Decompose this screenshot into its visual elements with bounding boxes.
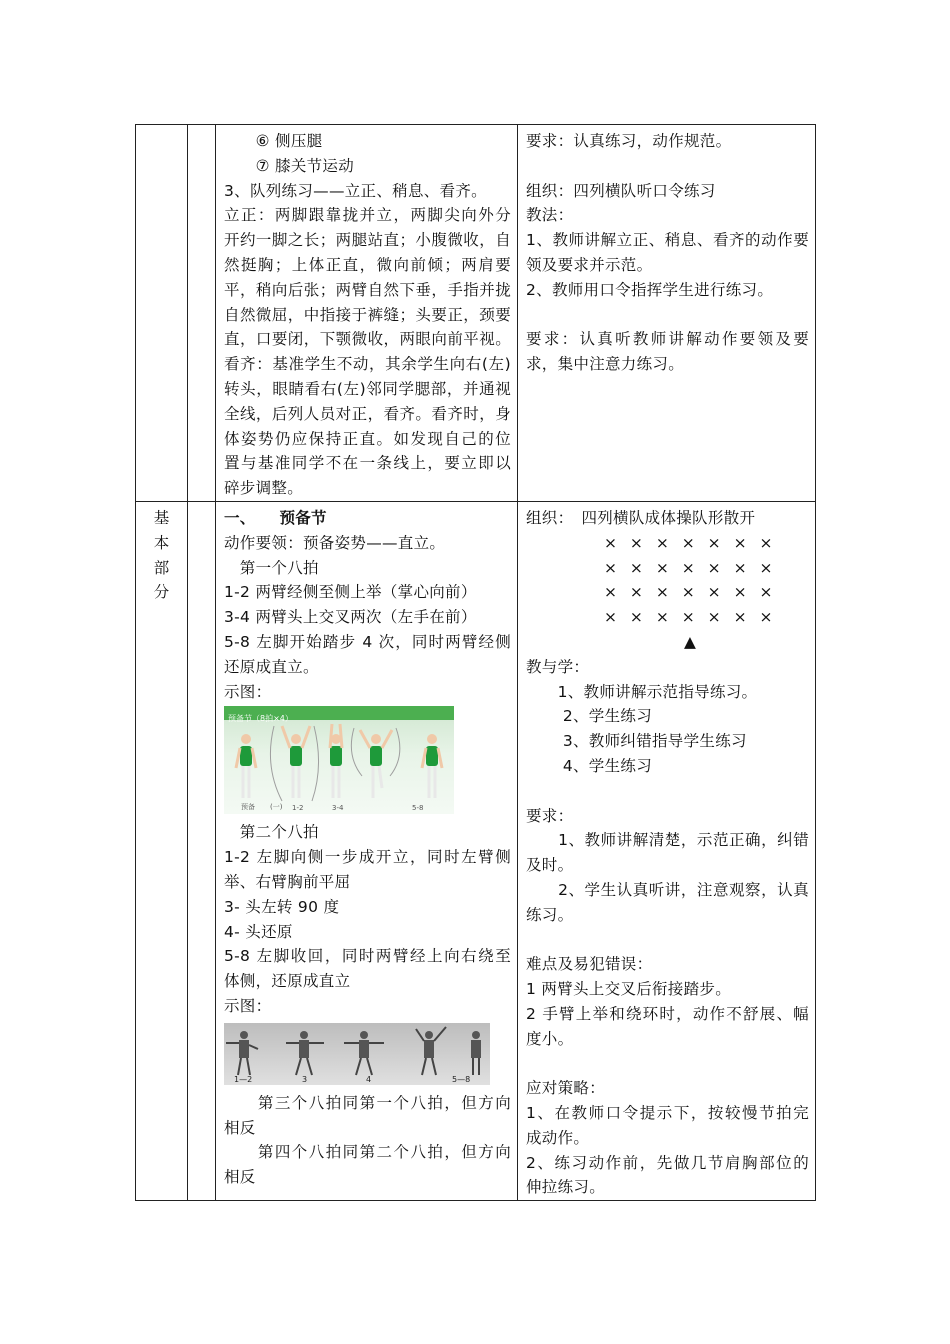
org-line: 2、学生练习 <box>526 707 652 726</box>
time-cell-empty <box>188 501 216 1200</box>
section-label-char: 部 <box>153 558 170 577</box>
content-line: 自然微屈，中指接于裤缝；头要正，颈要 <box>224 305 511 324</box>
content-line: 第一个八拍 <box>224 558 319 577</box>
content-line: 第二个八拍 <box>224 823 319 842</box>
photo-label: 5—8 <box>452 1074 471 1084</box>
content-line: 3-4 两臂头上交叉两次（左手在前） <box>224 608 477 627</box>
content-line: 相反 <box>224 1118 256 1137</box>
photo-label: 预备 <box>241 803 255 812</box>
org-line: 1、教师讲解立正、稍息、看齐的动作要 <box>526 231 809 250</box>
org-line: 1、在教师口令提示下，按较慢节拍完 <box>526 1104 809 1123</box>
formation-row: × × × × × × × <box>526 608 777 627</box>
content-cell <box>216 125 518 502</box>
org-line: 要求： <box>526 806 574 825</box>
content-line: 5-8 左脚开始踏步 4 次，同时两臂经侧 <box>224 632 511 651</box>
content-line: 第三个八拍同第一个八拍，但方向 <box>224 1093 511 1112</box>
exercise-photo-second-eight <box>224 1023 490 1085</box>
photo-label: 5-8 <box>412 804 424 813</box>
section-label <box>136 502 187 605</box>
org-line: 组织：四列横队听口令练习 <box>526 181 716 200</box>
org-line: 应对策略： <box>526 1079 606 1098</box>
org-line: 2、练习动作前，先做几节肩胸部位的 <box>526 1153 809 1172</box>
org-line: 教法： <box>526 206 574 225</box>
content-line: 4- 头还原 <box>224 922 293 941</box>
photo-label: 3 <box>302 1074 308 1084</box>
content-line: 还原成直立。 <box>224 657 319 676</box>
formation-row: × × × × × × × <box>526 583 777 602</box>
photo-label: 3-4 <box>332 804 344 813</box>
org-line: 难点及易犯错误： <box>526 955 653 974</box>
content-line: 转头，眼睛看右(左)邻同学腮部，并通视 <box>224 379 511 398</box>
content-line: 相反 <box>224 1168 256 1187</box>
content-line: 示图： <box>224 996 272 1015</box>
figures-illustration <box>224 706 454 814</box>
exercise-photo-first-eight <box>224 706 454 814</box>
figures-illustration-bw <box>224 1023 490 1085</box>
org-line: 2 手臂上举和绕环时，动作不舒展、幅 <box>526 1004 809 1023</box>
content-line: 开约一脚之长；两腿站直；小腹微收，自 <box>224 231 511 250</box>
org-line: 度小。 <box>526 1029 574 1048</box>
content-line: 1-2 两臂经侧至侧上举（掌心向前） <box>224 583 477 602</box>
content-line: 第四个八拍同第二个八拍，但方向 <box>224 1143 511 1162</box>
org-line: 1、教师讲解清楚，示范正确，纠错 <box>526 831 809 850</box>
section-label-cell <box>136 501 188 1200</box>
teacher-marker: ▲ <box>526 632 697 651</box>
blank-line <box>526 303 809 328</box>
content-line: 全线，后列人员对正，看齐。看齐时，身 <box>224 404 511 423</box>
content-line: 直，口要闭，下颚微收，两眼向前平视。 <box>224 330 511 349</box>
blank-line <box>526 779 809 804</box>
content-line: 看齐：基准学生不动，其余学生向右(左) <box>224 355 511 374</box>
org-line: 成动作。 <box>526 1128 590 1147</box>
content-line: 举、右臂胸前平屈 <box>224 872 351 891</box>
formation-row: × × × × × × × <box>526 558 777 577</box>
content-line: 3- 头左转 90 度 <box>224 897 340 916</box>
organization-cell <box>518 125 816 502</box>
time-cell-empty <box>188 125 216 502</box>
org-line: 领及要求并示范。 <box>526 255 653 274</box>
content-line: 体侧，还原成直立 <box>224 972 351 991</box>
section-heading: 一、 预备节 <box>224 508 327 527</box>
content-line: ⑥ 侧压腿 <box>224 132 323 150</box>
photo-label: 4 <box>366 1074 372 1084</box>
content-line: 碎步调整。 <box>224 479 304 498</box>
section-label-char: 基 <box>153 508 170 527</box>
org-line: 教与学： <box>526 657 590 676</box>
content-line: 立正：两脚跟靠拢并立，两脚尖向外分 <box>224 206 511 225</box>
content-line: 体姿势仍应保持正直。如发现自己的位 <box>224 429 511 448</box>
org-line: 4、学生练习 <box>526 756 652 775</box>
photo-label: 1-2 <box>292 804 304 813</box>
photo-label: (一) <box>270 803 283 812</box>
org-line: 2、教师用口令指挥学生进行练习。 <box>526 280 774 299</box>
blank-line <box>526 154 809 179</box>
section-cell-empty <box>136 125 188 502</box>
org-line: 及时。 <box>526 856 574 875</box>
section-label-char: 本 <box>153 533 170 552</box>
org-line: 1 两臂头上交叉后衔接踏步。 <box>526 980 731 999</box>
table-row-queue-drill <box>136 125 816 502</box>
org-line: 要求：认真听教师讲解动作要领及要 <box>526 330 809 349</box>
photo-label: 1—2 <box>234 1074 253 1084</box>
content-line: ⑦ 膝关节运动 <box>224 156 355 175</box>
org-line: 伸拉练习。 <box>526 1178 606 1197</box>
content-line: 1-2 左脚向侧一步成开立，同时左臂侧 <box>224 848 511 867</box>
table-row-preparation <box>136 501 816 1200</box>
organization-cell <box>518 501 816 1200</box>
org-line: 要求：认真练习，动作规范。 <box>526 132 732 150</box>
org-line: 1、教师讲解示范指导练习。 <box>526 682 758 701</box>
content-line: 5-8 左脚收回，同时两臂经上向右绕至 <box>224 947 511 966</box>
org-line: 求，集中注意力练习。 <box>526 355 685 374</box>
blank-line <box>526 1051 809 1076</box>
org-line: 2、学生认真听讲，注意观察，认真 <box>526 880 809 899</box>
content-line: 3、队列练习——立正、稍息、看齐。 <box>224 181 487 200</box>
content-cell <box>216 501 518 1200</box>
photo-header-text: 预备节（8拍×4） <box>228 714 293 724</box>
org-line: 3、教师纠错指导学生练习 <box>526 732 747 751</box>
content-line: 平，稍向后张；两臂自然下垂，手指并拢 <box>224 280 511 299</box>
blank-line <box>526 928 809 953</box>
org-line: 组织： 四列横队成体操队形散开 <box>526 508 756 527</box>
lesson-plan-table <box>135 124 816 1201</box>
content-line: 示图： <box>224 682 272 701</box>
content-line: 动作要领：预备姿势——直立。 <box>224 533 446 552</box>
org-line: 练习。 <box>526 905 574 924</box>
formation-row: × × × × × × × <box>526 533 777 552</box>
content-line: 然挺胸；上体正直，微向前倾；两肩要 <box>224 255 511 274</box>
section-label-char: 分 <box>153 583 170 602</box>
content-line: 置与基准同学不在一条线上，要立即以 <box>224 454 511 473</box>
